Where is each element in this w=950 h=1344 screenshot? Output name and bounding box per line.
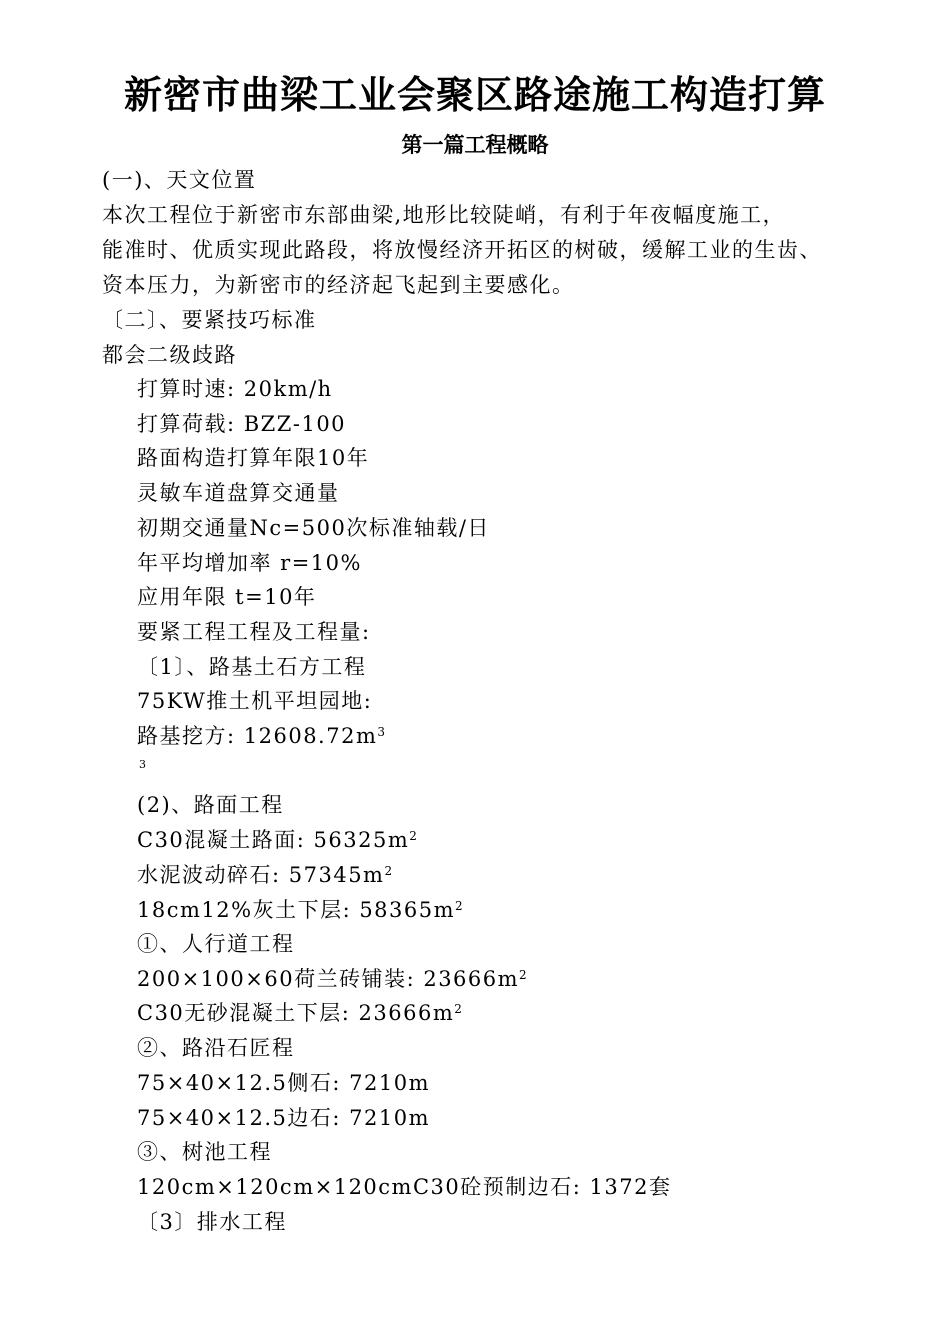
design-load: 打算荷载: BZZ-100 bbox=[137, 412, 347, 436]
initial-traffic: 初期交通量Nc=500次标准轴载/日 bbox=[137, 516, 490, 540]
drainage-heading: 〔3〕排水工程 bbox=[137, 1210, 287, 1234]
edge-stone-item: 75×40×12.5边石: 7210m bbox=[137, 1106, 430, 1130]
tree-pit-item: 120cm×120cm×120cmC30砼预制边石: 1372套 bbox=[137, 1175, 672, 1199]
tree-pit-heading: ③、树池工程 bbox=[137, 1140, 272, 1164]
paragraph-line: 资本压力，为新密市的经济起飞起到主要感化。 bbox=[102, 273, 575, 297]
unit-superscript: 2 bbox=[384, 864, 393, 878]
c30-base-text: C30无砂混凝土下层: 23666m bbox=[137, 1001, 455, 1025]
chapter-subtitle: 第一篇工程概略 bbox=[401, 133, 549, 157]
main-works-heading: 要紧工程工程及工程量: bbox=[137, 620, 371, 644]
pavement-heading: (2)、路面工程 bbox=[137, 793, 284, 817]
paragraph-line: 本次工程位于新密市东部曲梁,地形比较陡峭，有利于年夜幅度施工， bbox=[102, 203, 786, 227]
lane-traffic: 灵敏车道盘算交通量 bbox=[137, 481, 340, 505]
unit-superscript: 3 bbox=[377, 725, 386, 739]
sidewalk-heading: ①、人行道工程 bbox=[137, 932, 295, 956]
excavation-item bbox=[137, 721, 385, 751]
c30-pavement-text: C30混凝土路面: 56325m bbox=[137, 828, 410, 852]
road-class: 都会二级歧路 bbox=[102, 343, 237, 367]
unit-superscript: 2 bbox=[519, 968, 527, 982]
excavation-text: 路基挖方: 12608.72m bbox=[137, 724, 378, 748]
section-heading-location: (一)、天文位置 bbox=[102, 168, 257, 192]
document-title: 新密市曲梁工业会聚区路途施工构造打算 bbox=[123, 73, 826, 117]
lime-soil-item bbox=[137, 895, 463, 925]
paragraph-line: 能准时、优质实现此路段，将放慢经济开拓区的树破，缓解工业的生齿、 bbox=[102, 238, 822, 262]
unit-superscript: 2 bbox=[409, 829, 417, 843]
brick-paving-text: 200×100×60荷兰砖铺装: 23666m bbox=[137, 967, 520, 991]
cement-gravel-item bbox=[137, 860, 392, 890]
bulldozer-item: 75KW推土机平坦园地: bbox=[137, 689, 373, 713]
service-life: 应用年限 t=10年 bbox=[137, 585, 317, 609]
curb-heading: ②、路沿石匠程 bbox=[137, 1036, 295, 1060]
c30-base-item bbox=[137, 998, 462, 1028]
subgrade-heading: 〔1〕、路基土石方工程 bbox=[137, 655, 367, 679]
section-heading-standards: 〔二〕、要紧技巧标准 bbox=[102, 308, 317, 332]
growth-rate: 年平均增加率 r=10% bbox=[137, 551, 362, 575]
brick-paving-item bbox=[137, 964, 527, 994]
design-speed: 打算时速: 20km/h bbox=[137, 377, 333, 401]
unit-superscript: 2 bbox=[454, 1002, 462, 1016]
stray-mark: 3 bbox=[139, 758, 146, 771]
side-stone-item: 75×40×12.5侧石: 7210m bbox=[137, 1071, 430, 1095]
c30-pavement-item bbox=[137, 825, 417, 855]
unit-superscript: 2 bbox=[455, 899, 463, 913]
cement-gravel-text: 水泥波动碎石: 57345m bbox=[137, 863, 385, 887]
pavement-design-life: 路面构造打算年限10年 bbox=[137, 446, 370, 470]
lime-soil-text: 18cm12%灰土下层: 58365m bbox=[137, 898, 456, 922]
